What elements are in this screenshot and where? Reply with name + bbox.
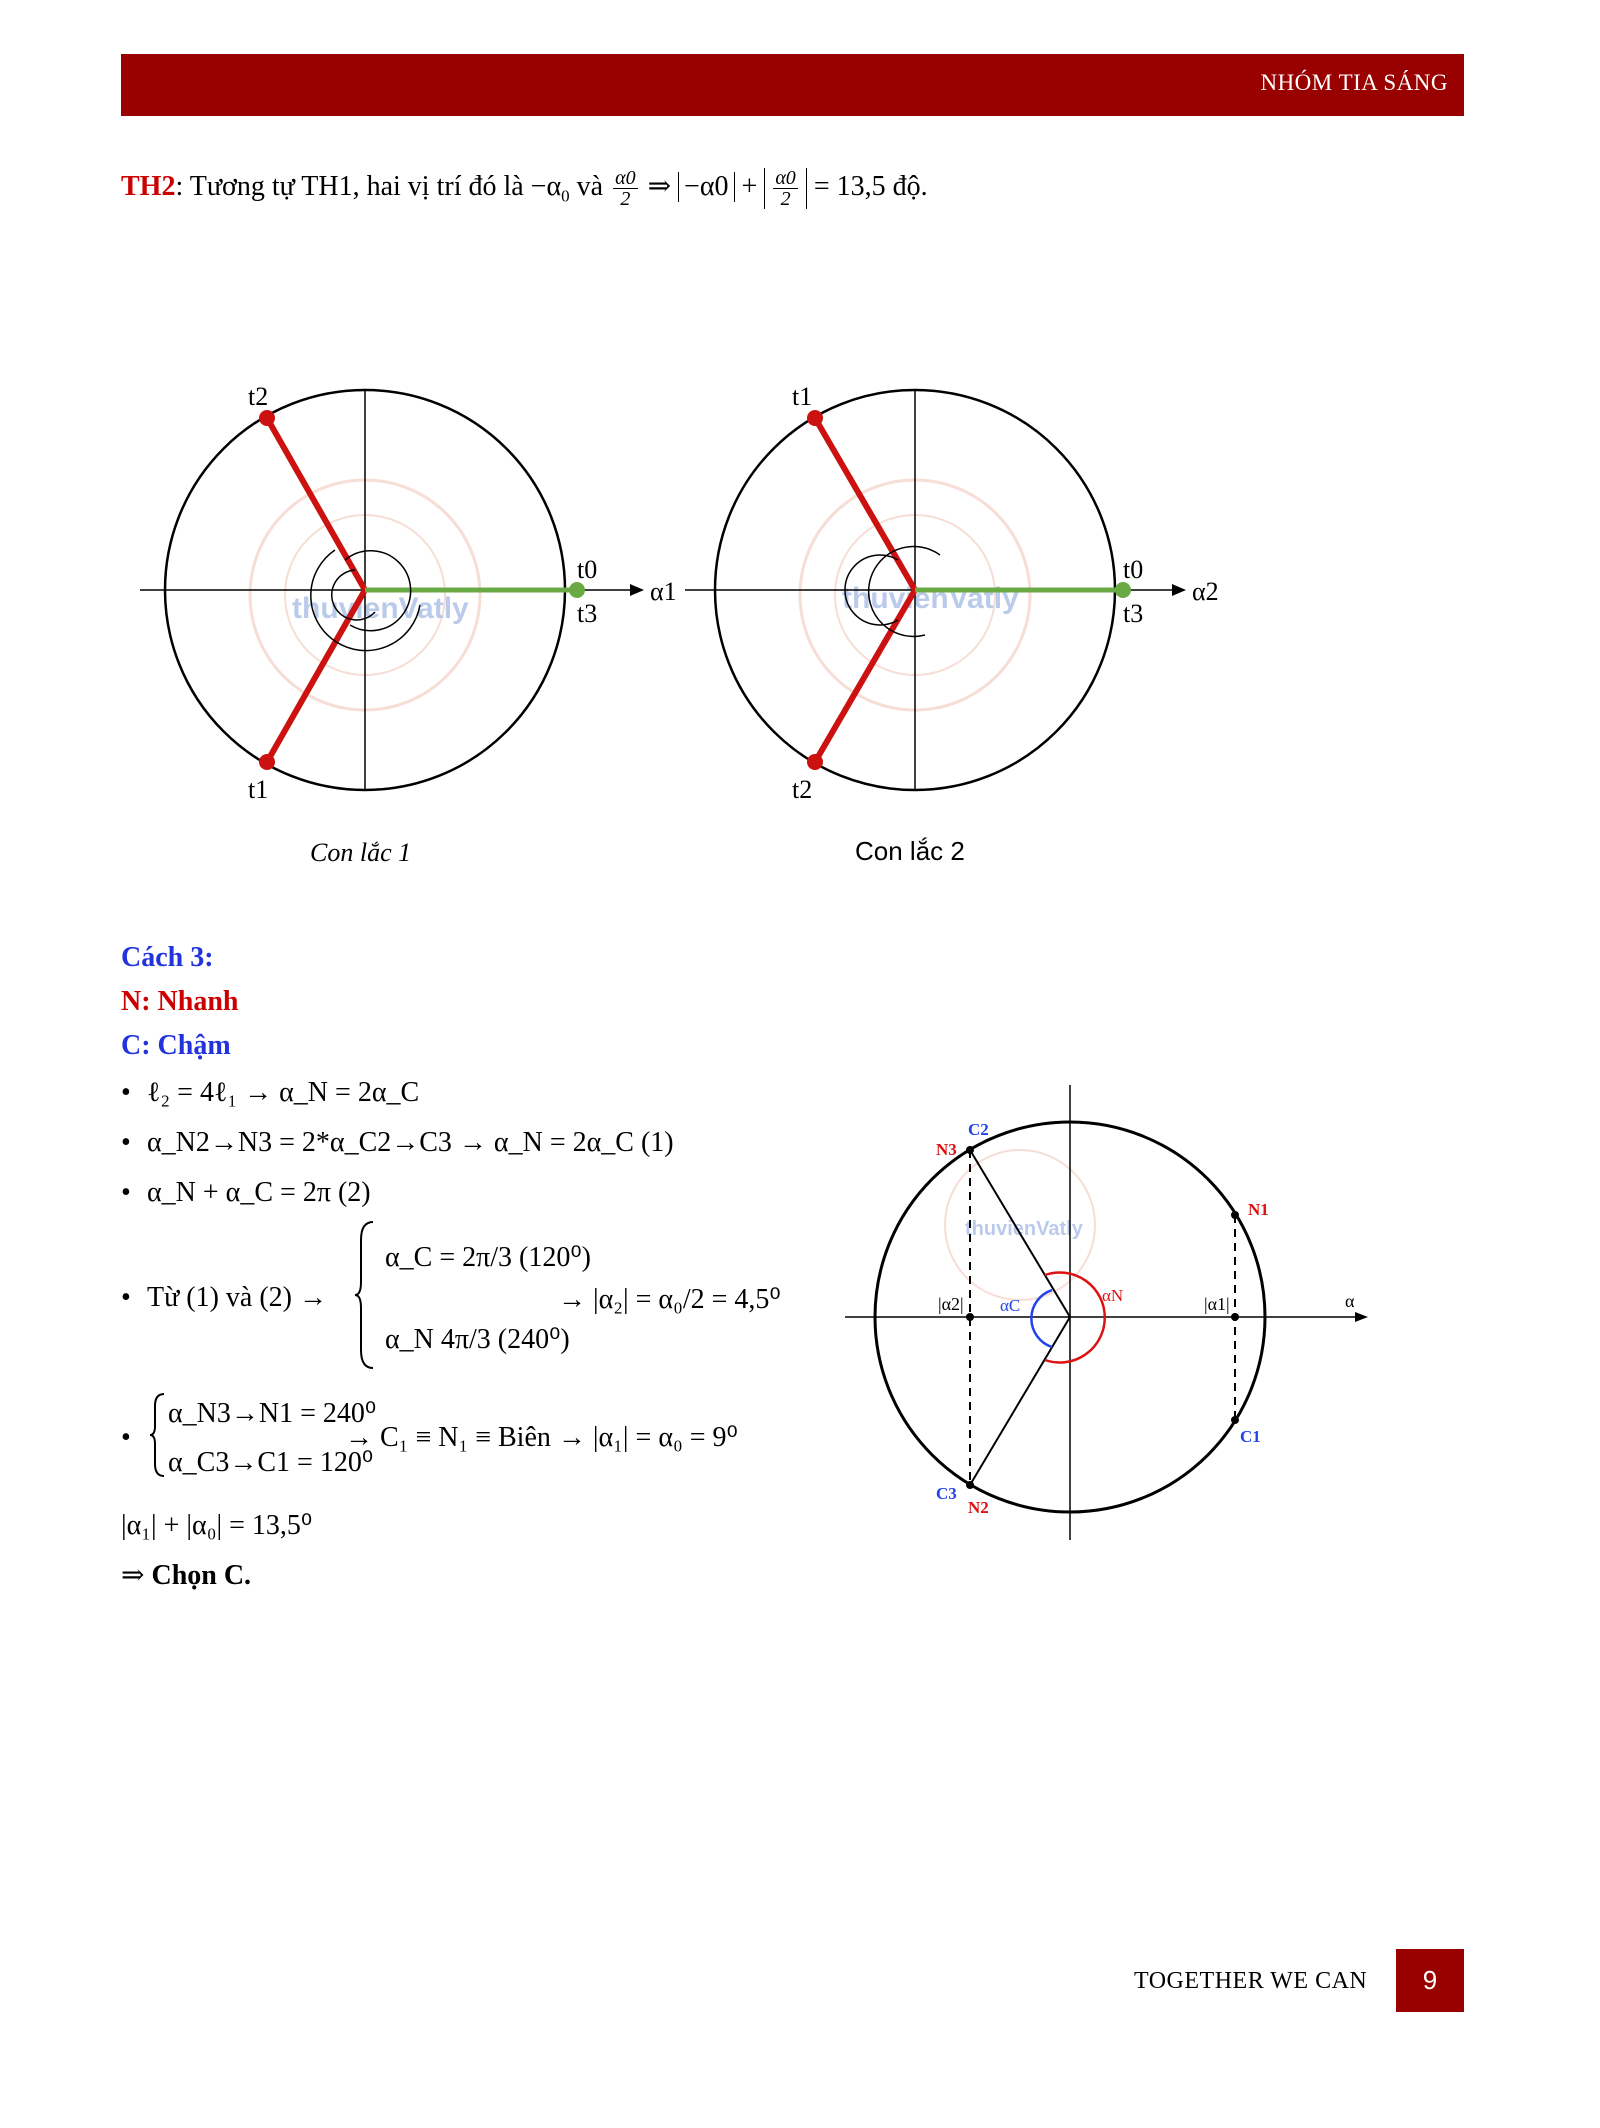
svg-text:thuvienVatly: thuvienVatly [292,592,469,625]
bullet-5: • [121,1422,131,1453]
bullet-5-result: → C₁ ≡ N₁ ≡ Biên → |α₁| = α₀ = 9⁰ [345,1422,738,1453]
th2-va: và [569,170,611,202]
d2-label-bottom: t2 [792,775,813,804]
bullet-1-text: ℓ₂ = 4ℓ₁ → α_N = 2α_C [147,1077,420,1108]
th2-implies: ⇒ [640,170,679,202]
th2-sub: 0 [561,186,570,206]
system1-line-a: α_C = 2π/3 (120⁰) [385,1242,591,1273]
pendulum-diagram-3 [840,1085,1380,1545]
d3-label-a2: |α2| [938,1294,964,1314]
th2-label: TH2 [121,170,176,202]
method3-title: Cách 3: [121,942,214,973]
bullet-2: • α_N2→N3 = 2*α_C2→C3 → α_N = 2α_C (1) [121,1127,674,1158]
page-number: 9 [1396,1949,1464,2012]
d1-label-right-bottom: t3 [577,599,598,628]
d3-label-c1: C1 [1240,1427,1261,1446]
conclusion-arrow: ⇒ [121,1560,145,1591]
th2-abs-fraction [773,168,798,209]
pendulum-diagram-2 [680,380,1240,804]
bullet-4: • Từ (1) và (2) → [121,1282,328,1313]
th2-result: = 13,5 độ. [806,170,928,202]
d3-label-n2: N2 [968,1498,989,1517]
d3-label-n3: N3 [936,1140,957,1159]
d2-label-right-top: t0 [1123,555,1144,584]
sum-line: |α₁| + |α₀| = 13,5⁰ [121,1510,313,1541]
bullet-4-prefix: Từ (1) và (2) → [147,1282,328,1313]
d2-label-top: t1 [792,382,813,411]
system-brace-1 [355,1220,375,1370]
svg-text:thuvienVatly: thuvienVatly [842,582,1019,615]
d3-label-an: αN [1102,1286,1124,1305]
header-title: NHÓM TIA SÁNG [1260,70,1448,95]
th2-text: : Tương tự TH1, hai vị trí đó là −α [175,170,562,202]
d3-label-c3: C3 [936,1484,957,1503]
bullet-4-result: → |α₂| = α₀/2 = 4,5⁰ [558,1284,781,1315]
d3-label-axis: α [1345,1291,1355,1311]
d3-label-n1: N1 [1248,1200,1269,1219]
d1-label-top: t2 [248,382,269,411]
frac-num: α0 [615,167,636,189]
bullet-3-text: α_N + α_C = 2π (2) [147,1177,371,1208]
bullet-2-text: α_N2→N3 = 2*α_C2→C3 → α_N = 2α_C (1) [147,1127,674,1158]
system1-line-b: α_N 4π/3 (240⁰) [385,1324,570,1355]
pendulum-diagram-1 [130,380,690,804]
svg-text:thuvienVatly: thuvienVatly [965,1218,1083,1240]
diagram1-caption: Con lắc 1 [310,838,412,867]
d1-label-right-top: t0 [577,555,598,584]
system2-line-a: α_N3→N1 = 240⁰ [168,1398,377,1429]
th2-abs-frac [764,168,807,209]
diagram2-caption: Con lắc 2 [855,836,965,866]
method3-n-label: N: Nhanh [121,986,239,1017]
watermark-3 [945,1150,1095,1300]
system2-line-b: α_C3→C1 = 120⁰ [168,1447,374,1478]
conclusion-text: Chọn C. [151,1560,252,1591]
d2-label-right-bottom: t3 [1123,599,1144,628]
th2-fraction [613,168,638,209]
th2-line [121,168,928,209]
th2-abs: −α0 [678,172,734,202]
bullet-3: • α_N + α_C = 2π (2) [121,1177,371,1208]
conclusion-line [121,1558,251,1592]
frac-num-2: α0 [775,167,796,189]
bullet-1: • ℓ₂ = 4ℓ₁ → α_N = 2α_C [121,1077,420,1108]
th2-plus: + [734,170,765,202]
d2-label-axis: α2 [1192,577,1219,606]
d3-label-ac: αC [1000,1296,1021,1315]
system-brace-2 [150,1392,166,1478]
d3-label-c2: C2 [968,1120,989,1139]
footer-slogan: TOGETHER WE CAN [1134,1968,1368,1994]
d1-label-bottom: t1 [248,775,269,804]
method3-c-label: C: Chậm [121,1030,231,1061]
d3-label-a1: |α1| [1204,1294,1230,1314]
d1-label-axis: α1 [650,577,677,606]
frac-den-2: 2 [780,188,791,210]
header-bar [121,54,1464,116]
frac-den: 2 [620,188,631,210]
